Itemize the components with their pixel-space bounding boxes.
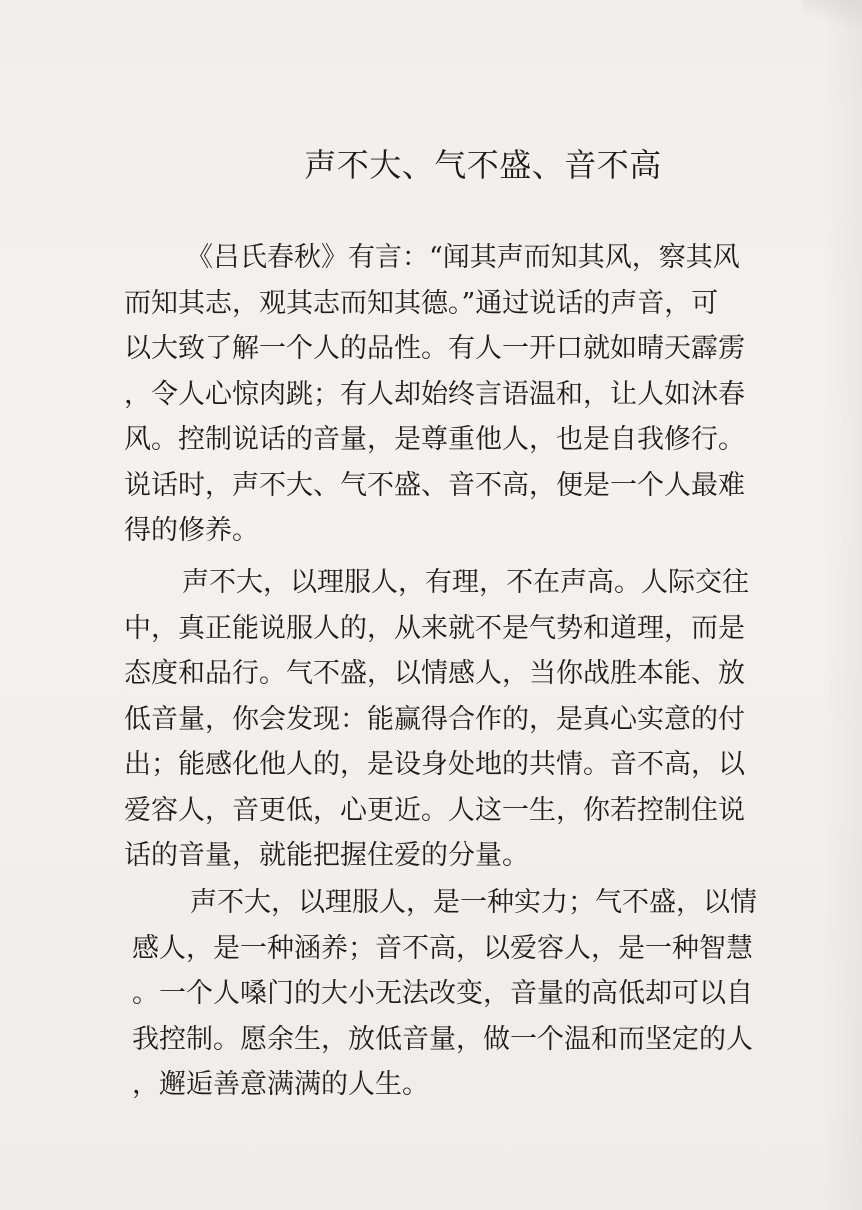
text-line: 。一个人嗓门的大小无法改变，音量的高低却可以自 [132, 978, 753, 1009]
text-line: 声不大，以理服人，是一种实力；气不盛，以情 [190, 887, 757, 918]
paragraph-2 [124, 560, 749, 879]
paragraph-3 [132, 880, 757, 1108]
text-line: 以大致了解一个人的品性。有人一开口就如晴天霹雳 [124, 333, 745, 364]
page-corner [802, 0, 862, 30]
text-line: ，邂逅善意满满的人生。 [132, 1069, 429, 1100]
text-line: 说话时，声不大、气不盛、音不高，便是一个人最难 [124, 469, 745, 501]
text-line: 声不大，以理服人，有理，不在声高。人际交往 [182, 567, 749, 598]
text-line: 态度和品行。气不盛，以情感人，当你战胜本能、放 [124, 658, 745, 689]
text-line: 我控制。愿余生，放低音量，做一个温和而坚定的人 [132, 1023, 753, 1055]
text-line: ，令人心惊肉跳；有人却始终言语温和，让人如沐春 [124, 378, 745, 410]
text-line: 出；能感化他人的，是设身处地的共情。音不高，以 [124, 749, 745, 780]
text-line: 而知其志，观其志而知其德。”通过说话的声音，可 [124, 287, 719, 319]
paragraph-1 [124, 235, 745, 554]
page-title: 声不大、气不盛、音不高 [304, 146, 662, 184]
text-line: 《吕氏春秋》有言：“闻其声而知其风，察其风 [186, 242, 740, 273]
text-line: 话的音量，就能把握住爱的分量。 [124, 840, 529, 871]
text-line: 低音量，你会发现：能赢得合作的，是真心实意的付 [124, 703, 745, 735]
text-line: 得的修养。 [124, 515, 259, 546]
text-line: 风。控制说话的音量，是尊重他人，也是自我修行。 [124, 424, 745, 455]
text-line: 中，真正能说服人的，从来就不是气势和道理，而是 [124, 612, 745, 644]
text-line: 爱容人，音更低，心更近。人这一生，你若控制住说 [124, 794, 745, 826]
text-line: 感人，是一种涵养；音不高，以爱容人，是一种智慧 [132, 932, 753, 964]
